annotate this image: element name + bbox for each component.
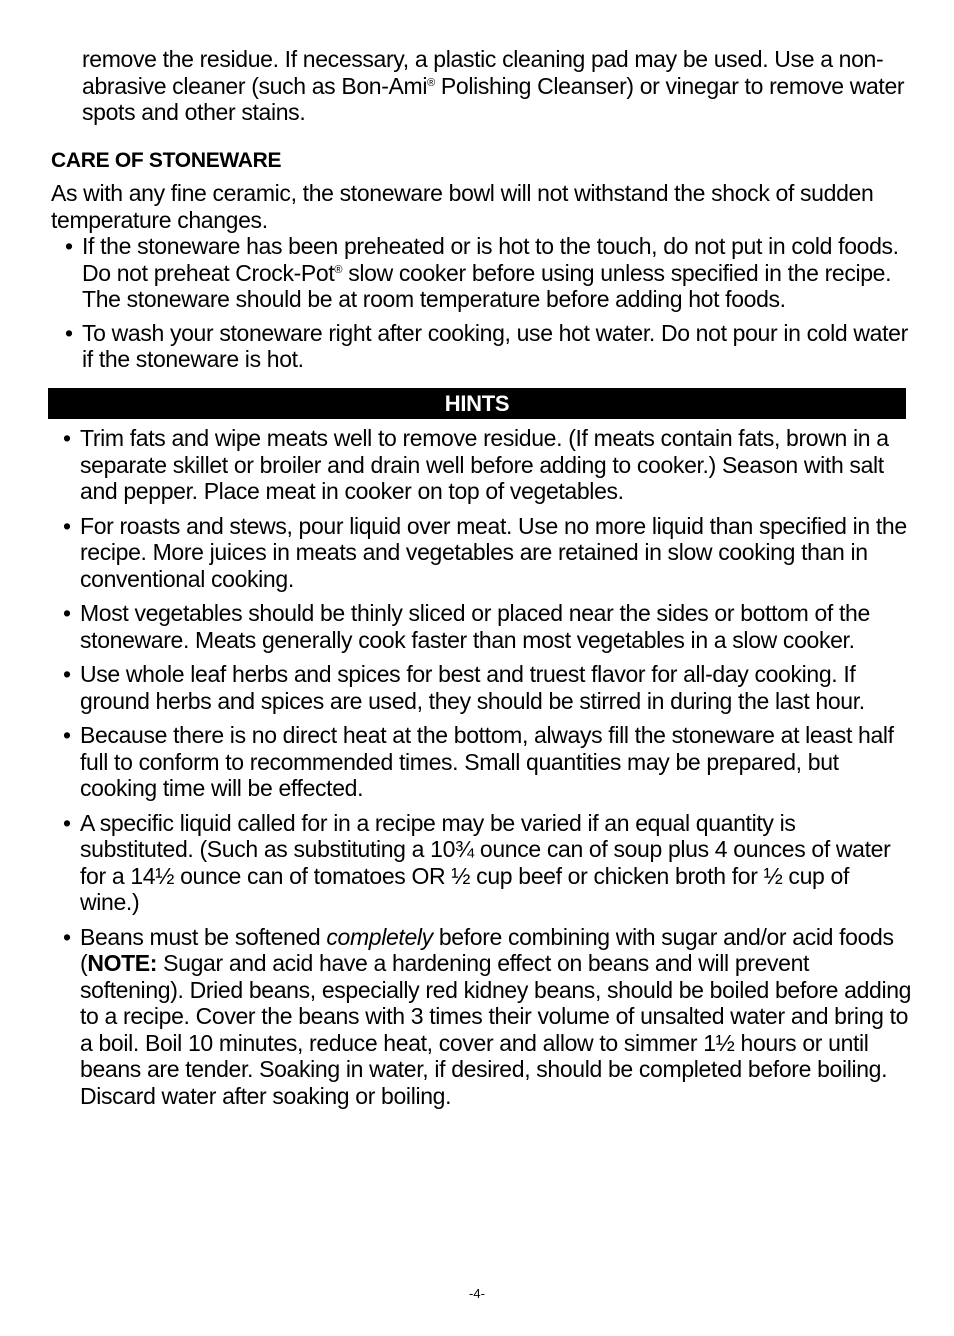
registered-mark: ® [427, 76, 435, 89]
hint-item-roasts-stews: • For roasts and stews, pour liquid over meat. Use no more liquid than specified in the recipe. More juices in meats and vegetables are retained in slow cooking than in conventional cooking. [80, 513, 912, 593]
note-label: NOTE: [87, 950, 158, 976]
care-bullet-preheated [82, 233, 912, 313]
care-bullet-1-text-2: slow cooker before using unless specified in the recipe. The stoneware should be at room temperature before adding hot foods. [82, 259, 892, 312]
beans-text-2: before combining with sugar and/or acid foods ( [80, 923, 894, 976]
care-bullet-1-text-1: If the stoneware has been preheated or is hot to the touch, do not put in cold foods. Do not preheat Crock-Pot [82, 233, 899, 286]
hint-item-vegetables: • Most vegetables should be thinly sliced or placed near the sides or bottom of the stoneware. Meats generally cook faster than most vegetables in a slow cooker. [80, 600, 912, 653]
registered-mark: ® [334, 263, 343, 276]
care-bullet-list [82, 233, 912, 373]
care-of-stoneware-heading: CARE OF STONEWARE [51, 149, 282, 172]
hint-item-trim-fats: • Trim fats and wipe meats well to remove residue. (If meats contain fats, brown in a separate skillet or broiler and drain well before adding to cooker.) Season with salt and pepper. Place meat in cooker on top of vegetables. [80, 425, 912, 505]
beans-emphasis: completely [326, 923, 433, 950]
hint-item-herbs-spices: • Use whole leaf herbs and spices for best and truest flavor for all-day cooking. If ground herbs and spices are used, they should be stirred in during the last hour. [80, 661, 912, 714]
hint-item-beans [80, 924, 912, 1110]
beans-text-3: Sugar and acid have a hardening effect on beans and will prevent softening). Dried beans, especially red kidney beans, should be boiled before adding to a recipe. Cover the beans with 3 times their volume of unsalted water and bring to a boil. Boil 10 minutes, reduce heat, cover and allow to simmer 1½ hours or until beans are tender. Soaking in water, if desired, should be completed before boiling. Discard water after soaking or boiling. [80, 950, 912, 1109]
hints-section-banner [48, 388, 906, 419]
page-number: -4- [469, 1286, 485, 1301]
hints-title: HINTS [444, 391, 510, 416]
continuation-text-1: remove the residue. If necessary, a plastic cleaning pad may be used. Use a non-abrasive cleaner (such as Bon-Ami [82, 46, 884, 99]
continuation-text-2: Polishing Cleanser) or vinegar to remove water spots and other stains. [82, 72, 905, 125]
care-intro-paragraph: As with any fine ceramic, the stoneware bowl will not withstand the shock of sudden temperature changes. [51, 180, 874, 233]
beans-text-1: Beans must be softened [80, 923, 327, 950]
hint-item-fill-stoneware: • Because there is no direct heat at the bottom, always fill the stoneware at least half full to conform to recommended times. Small quantities may be prepared, but cooking time will be effected. [80, 722, 912, 802]
hints-bullet-list [80, 425, 912, 1109]
cleaning-continuation-paragraph [82, 46, 912, 126]
hint-item-liquid-substitution: • A specific liquid called for in a recipe may be varied if an equal quantity is substituted. (Such as substituting a 10¾ ounce can of soup plus 4 ounces of water for a 14½ ounce can of tomatoes OR ½ cup beef or chicken broth for ½ cup of wine.) [80, 810, 912, 916]
care-bullet-washing: • To wash your stoneware right after cooking, use hot water. Do not pour in cold water if the stoneware is hot. [82, 320, 912, 373]
